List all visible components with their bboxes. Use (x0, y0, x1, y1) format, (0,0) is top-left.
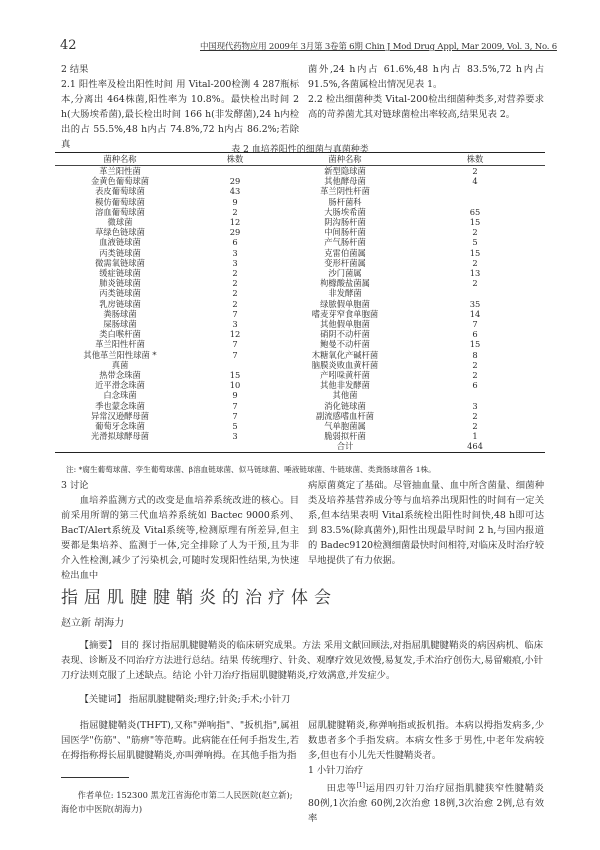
species-name-cell: 副流感嗜血杆菌 (315, 410, 375, 421)
count-cell: 2 (472, 166, 478, 176)
species-name-cell: 新型隐球菌 (324, 166, 366, 176)
species-name-cell: 近平滑念珠菌 (95, 380, 145, 391)
count-cell: 2 (232, 298, 238, 309)
table-row (55, 258, 545, 268)
count-cell (185, 360, 285, 370)
species-name-cell: 嗜麦芽窄食单胞菌 (311, 308, 379, 319)
species-name-cell: 非发酵菌 (328, 288, 362, 299)
count-cell: 7 (232, 349, 238, 360)
results-left-column (61, 62, 299, 152)
species-name-cell: 真菌 (111, 359, 129, 370)
count-cell: 8 (472, 349, 478, 360)
species-name-cell: 乳房链球菌 (99, 298, 141, 309)
species-name-cell: 金黄色葡萄球菌 (90, 176, 150, 187)
species-name-cell: 葡萄牙念珠菌 (95, 421, 145, 432)
species-name-cell: 脑膜炎败血黄杆菌 (311, 359, 379, 370)
table-row (55, 186, 545, 196)
article-keywords: 【关键词】 指屈肌腱腱鞘炎;理疗;针灸;手术;小针刀 (79, 694, 291, 705)
table-row (55, 278, 545, 288)
column-header: 株数 (405, 153, 545, 166)
count-cell: 35 (469, 298, 481, 309)
count-cell: 7 (232, 339, 238, 350)
species-name-cell: 其他菌 (332, 390, 358, 401)
discussion-paragraph-continued: 病原菌奠定了基础。尽管抽血量、血中所含菌量、细菌种类及培养基营养成分等与血培养出现阳性的时间有一定关系,但本结果表明 Vital系统检出阳性时间快,48 h即可达到 83.5%(除真菌外),阳性出现最早时间 2 h,与国内报道的 Badec9120检测细菌最快时间相符,对临床及时治疗较早地提供了有力依据。 (308, 480, 544, 566)
species-name-cell: 变形杆菌属 (324, 257, 366, 268)
count-cell: 7 (232, 308, 238, 319)
species-name-cell: 缓症链球菌 (99, 268, 141, 279)
count-cell: 15 (469, 339, 481, 350)
count-cell: 9 (232, 390, 238, 401)
count-cell: 9 (232, 196, 238, 207)
species-name-cell: 粪肠球菌 (103, 308, 137, 319)
results-2-2-text: Vital-200检出细菌种类多,对营养要求高的苛养菌尤其对链球菌检出率较高,结果见表 2。 (308, 94, 544, 120)
species-name-cell: 草绿色链球菌 (95, 227, 145, 238)
species-name-cell: 其他革兰阳性球菌 * (83, 349, 157, 360)
column-header: 株数 (185, 153, 285, 166)
table-row (55, 329, 545, 339)
article-title: 指屈肌腱腱鞘炎的治疗体会 (61, 588, 337, 608)
count-cell: 2 (232, 206, 238, 217)
table-row (55, 217, 545, 227)
count-cell: 4 (472, 176, 478, 187)
count-cell: 12 (229, 329, 241, 340)
count-cell: 12 (229, 217, 241, 228)
footnote-divider (61, 777, 129, 778)
species-name-cell: 气单胞菌属 (324, 421, 366, 432)
species-name-cell: 热带念珠菌 (99, 370, 141, 381)
count-cell: 7 (232, 400, 238, 411)
count-cell: 2 (472, 278, 478, 289)
count-cell: 2 (472, 227, 478, 238)
count-cell: 6 (472, 329, 478, 340)
species-name-cell: 中间肠杆菌 (324, 227, 366, 238)
article-authors: 赵立新 胡海力 (61, 618, 125, 629)
table-row (55, 299, 545, 309)
bacteria-table (55, 152, 545, 453)
count-cell: 2 (472, 359, 478, 370)
table-caption: 表 2 血培养阳性的细菌与真菌种类 (231, 145, 369, 155)
table-row (55, 411, 545, 421)
species-name-cell: 光滑拟球酵母菌 (90, 431, 150, 442)
count-cell: 43 (229, 186, 241, 197)
species-name-cell: 异常汉逊酵母菌 (90, 410, 150, 421)
count-cell: 15 (229, 370, 241, 381)
count-cell (405, 288, 545, 298)
section-1-text-b: 运用四刃针刀治疗屈指肌腱狭窄性腱鞘炎 80例,1次治愈 60例,2次治愈 18例,3次治愈 2例,总有效率 (308, 783, 544, 825)
species-name-cell: 丙类链球菌 (99, 288, 141, 299)
table-row (55, 227, 545, 237)
species-name-cell: 脆弱拟杆菌 (324, 431, 366, 442)
species-name-cell: 革兰阴性杆菌 (320, 186, 370, 197)
species-name-cell: 大肠埃希菌 (324, 206, 366, 217)
discussion-left-column (61, 478, 299, 583)
section-1-text-a: 田忠等 (326, 783, 357, 795)
reference-marker[interactable]: [1] (356, 782, 365, 789)
count-cell: 5 (472, 237, 478, 248)
count-cell: 2 (472, 257, 478, 268)
species-name-cell: 溶血葡萄球菌 (95, 206, 145, 217)
count-cell: 2 (472, 410, 478, 421)
table-row (55, 288, 545, 298)
table-row (55, 441, 545, 452)
body-right-column (308, 718, 544, 826)
table-row (55, 166, 545, 177)
table-row (55, 350, 545, 360)
count-cell: 15 (469, 247, 481, 258)
count-cell: 65 (469, 206, 481, 217)
count-cell: 2 (232, 268, 238, 279)
table-row (55, 197, 545, 207)
count-cell: 7 (472, 319, 478, 330)
species-name-cell: 血液链球菌 (99, 237, 141, 248)
count-cell: 6 (472, 380, 478, 391)
species-name-cell: 产吲哚黄杆菌 (320, 370, 370, 381)
count-cell (405, 390, 545, 400)
species-name-cell: 硝阴不动杆菌 (320, 329, 370, 340)
column-header: 菌种名称 (55, 153, 185, 166)
species-name-cell: 沙门菌属 (328, 268, 362, 279)
body-left-column (61, 718, 299, 763)
table-row (55, 401, 545, 411)
species-name-cell: 革兰阳性杆菌 (95, 339, 145, 350)
species-name-cell: 丙类链球菌 (99, 247, 141, 258)
discussion-section-title: 3 讨论 (61, 480, 89, 491)
count-cell: 464 (405, 441, 545, 452)
table-row (55, 309, 545, 319)
count-cell (185, 441, 285, 452)
species-name-cell: 模仿葡萄球菌 (95, 196, 145, 207)
count-cell: 7 (232, 410, 238, 421)
discussion-right-column (308, 478, 544, 568)
count-cell: 29 (229, 227, 241, 238)
table-row (55, 319, 545, 329)
count-cell: 2 (232, 278, 238, 289)
count-cell (185, 166, 285, 177)
species-name-cell: 屎肠球菌 (103, 319, 137, 330)
page-number: 42 (60, 38, 77, 53)
table-row (55, 431, 545, 441)
count-cell: 10 (229, 380, 241, 391)
results-2-1-text: 用 Vital-200检测 4 287瓶标本,分离出 464株菌,阳性率为 10.8%。最快检出时间 2 h(大肠埃希菌),最长检出时间 166 h(非发酵菌),24 h内检出的占 55.5%,48 h内占 74.8%,72 h内占 86.2%;若除真 (61, 79, 299, 150)
table-row (55, 237, 545, 247)
count-cell: 2 (232, 288, 238, 299)
count-cell (405, 186, 545, 196)
species-name-cell: 表皮葡萄球菌 (95, 186, 145, 197)
author-affiliation (61, 788, 299, 816)
species-name-cell: 类白喉杆菌 (99, 329, 141, 340)
species-name-cell: 革兰阳性菌 (99, 166, 141, 176)
abstract-text: 【摘要】 目的 探讨指屈肌腱腱鞘炎的临床研究成果。方法 采用文献回顾法,对指屈肌腱腱鞘炎的病因病机、临床表现、诊断及不同治疗方法进行总结。结果 传统理疗、针灸、观摩疗效见效慢,易复发,手术治疗创伤大,易留瘢痕,小针刀疗法则克服了上述缺点。结论 小针刀治疗指屈肌腱腱鞘炎,疗效满意,并发症少。 (61, 640, 543, 681)
count-cell: 1 (472, 431, 478, 442)
section-1-title: 1 小针刀治疗 (308, 765, 364, 776)
body-paragraph: 指屈腱腱鞘炎(THFT),又称"弹响指"、"扳机指",属祖国医学"伤筋"、"筋痹"等范畴。此病能在任何手指发生,若在拇指称拇长屈肌腱腱鞘炎,亦叫弹响拇。在其他手指为指 (61, 720, 299, 761)
table-row (55, 421, 545, 431)
species-name-cell: 消化链球菌 (324, 400, 366, 411)
count-cell: 29 (229, 176, 241, 187)
body-paragraph-continued: 屈肌腱腱鞘炎,称弹响指或扳机指。本病以拇指发病多,少数患者多个手指发病。本病女性多于男性,中老年发病较多,但也有小儿先天性腱鞘炎者。 (308, 720, 544, 761)
count-cell (405, 197, 545, 207)
count-cell: 14 (469, 308, 481, 319)
journal-header: 中国现代药物应用 2009年 3月第 3卷第 6期 Chin J Mod Drug Appl, Mar 2009, Vol. 3, No. 6 (200, 42, 557, 52)
count-cell: 3 (232, 247, 238, 258)
results-2-2-paragraph (308, 92, 544, 122)
species-name-cell: 季也蒙念珠菌 (95, 400, 145, 411)
count-cell: 3 (232, 319, 238, 330)
table-header-row (55, 153, 545, 166)
species-name-cell: 阴沟肠杆菌 (324, 217, 366, 228)
species-name-cell: 其他假单胞菌 (320, 319, 370, 330)
column-header: 菌种名称 (285, 153, 405, 166)
count-cell: 6 (232, 237, 238, 248)
species-name-cell: 枸橼酸盐菌属 (320, 278, 370, 289)
species-name-cell: 产气肠杆菌 (324, 237, 366, 248)
species-name-cell: 其他酵母菌 (324, 176, 366, 187)
species-name-cell: 其他非发酵菌 (320, 380, 370, 391)
table-row (55, 370, 545, 380)
table-row (55, 176, 545, 186)
table-row (55, 207, 545, 217)
species-name-cell: 鲍曼不动杆菌 (320, 339, 370, 350)
species-name-cell: 木糖氧化产碱杆菌 (311, 349, 379, 360)
species-name-cell: 绿脓假单胞菌 (320, 298, 370, 309)
table-note: 注: *腐生葡萄球菌、孪生葡萄球菌、β溶血链球菌、似马链球菌、唾液链球菌、牛链球菌、类粪肠球菌各 1株。 (66, 465, 436, 474)
section-1-paragraph (308, 778, 544, 826)
count-cell: 3 (472, 400, 478, 411)
count-cell: 3 (232, 257, 238, 268)
species-name-cell: 微球菌 (107, 217, 133, 228)
results-2-1-paragraph (61, 77, 299, 152)
count-cell: 15 (469, 217, 481, 228)
results-2-2-title: 2.2 检出细菌种类 (308, 94, 383, 105)
count-cell: 3 (232, 431, 238, 442)
table-row (55, 360, 545, 370)
results-right-column (308, 62, 544, 122)
discussion-paragraph: 血培养监测方式的改变是血培养系统改进的核心。目前采用所谓的第三代血培养系统如 Bactec 9000系列、BacT/Alert系统及 Vital系统等,检测原理有所差异,但主要都是集培养、监测于一体,完全排除了人为干预,且为非介入性检测,减少了污染机会,可随时发现阳性结果,为快速检出血中 (61, 495, 299, 581)
results-section-title: 2 结果 (61, 64, 89, 75)
species-name-cell: 肺炎链球菌 (99, 278, 141, 289)
count-cell: 2 (472, 421, 478, 432)
results-2-1-title: 2.1 阳性率及检出阳性时间 (61, 79, 174, 90)
species-name-cell: 克雷伯菌属 (324, 247, 366, 258)
table-row (55, 390, 545, 400)
species-name-cell: 肠杆菌科 (328, 196, 362, 207)
article-abstract (61, 638, 543, 683)
table-row (55, 380, 545, 390)
table-row (55, 248, 545, 258)
count-cell: 13 (469, 268, 481, 279)
results-2-1-continued: 菌外,24 h内占 61.6%,48 h内占 83.5%,72 h内占 91.5%,各菌属检出情况见表 1。 (308, 64, 544, 90)
affiliation-text: 作者单位: 152300 黑龙江省海伦市第二人民医院(赵立新);海伦市中医院(胡海力) (61, 790, 293, 814)
species-name-cell: 合计 (285, 441, 405, 452)
species-name-cell: 白念珠菌 (103, 390, 137, 401)
table-row (55, 339, 545, 349)
species-name-cell (55, 441, 185, 452)
table-row (55, 268, 545, 278)
table-body (55, 166, 545, 453)
count-cell: 5 (232, 421, 238, 432)
count-cell: 2 (472, 370, 478, 381)
species-name-cell: 微需氧链球菌 (95, 257, 145, 268)
